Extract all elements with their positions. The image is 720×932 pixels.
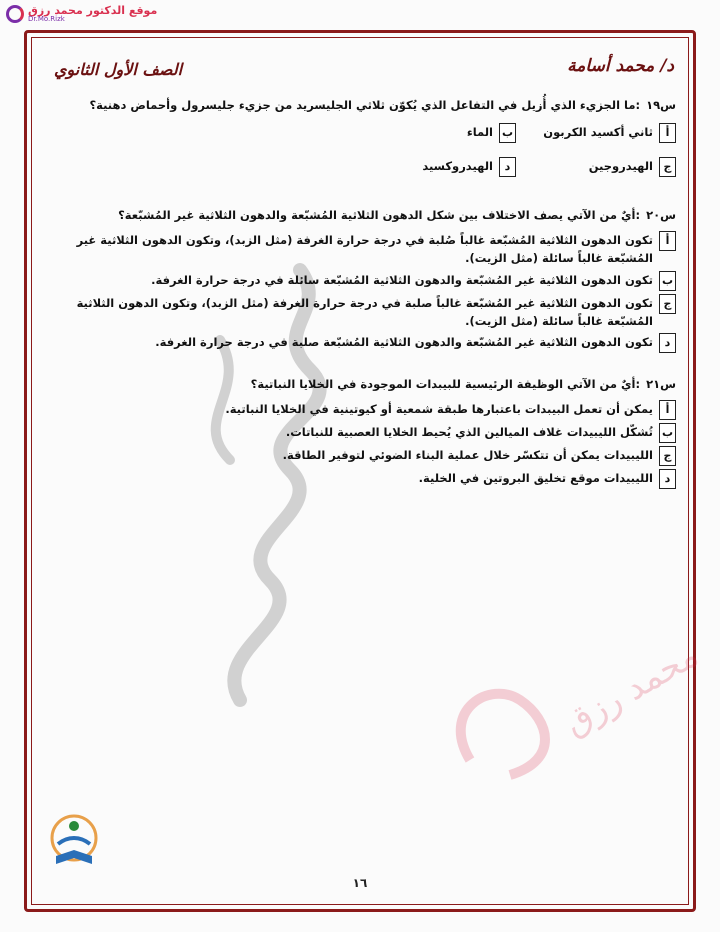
question-number: س٢١ — [646, 377, 676, 392]
option-c[interactable] — [40, 446, 676, 466]
question-text: :أيٌ من الآتي يصف الاختلاف بين شكل الدهون الثلاثية المُشبّعة والدهون الثلاثية غير المُشبّعة؟ — [118, 208, 641, 223]
grade-label: الصف الأول الثانوي — [54, 60, 183, 79]
option-c[interactable] — [40, 294, 676, 331]
option-text: تكون الدهون الثلاثية المُشبّعة غالباً صُلبة في درجة حرارة الغرفة (مثل الزبد)، وتكون الدهون الثلاثية غير المُشبّعة غالباً سائلة (مثل الزيت). — [76, 232, 653, 266]
option-text: ثاني أكسيد الكربون — [543, 125, 653, 140]
question-20 — [40, 206, 676, 353]
option-letter: ب — [659, 271, 676, 291]
option-text: الليبيدات يمكن أن تتكسّر خلال عملية البناء الضوئي لتوفير الطاقة. — [282, 447, 653, 462]
logo-s-icon — [6, 5, 24, 23]
option-b[interactable] — [40, 271, 676, 291]
option-text: الليبيدات موقع تخليق البروتين في الخلية. — [418, 470, 653, 485]
option-d[interactable] — [40, 333, 676, 353]
questions-area — [40, 96, 676, 503]
option-text: تُشكّل الليبيدات غلاف الميالين الذي يُحيط الخلايا العصبية للنباتات. — [285, 424, 653, 439]
question-19 — [40, 96, 676, 180]
option-text: تكون الدهون الثلاثية غير المُشبّعة والدهون الثلاثية المُشبّعة سائلة في درجة حرارة الغرفة. — [151, 272, 653, 287]
question-number: س١٩ — [646, 98, 676, 112]
option-letter: ج — [659, 294, 676, 314]
option-text: تكون الدهون الثلاثية غير المُشبّعة غالباً صلبة في درجة حرارة الغرفة (مثل الزبد)، وتكون الدهون الثلاثية المُشبّعة غالباً سائلة (مثل الزيت). — [76, 295, 653, 328]
option-a[interactable] — [40, 231, 676, 268]
option-text: الهيدروكسيد — [422, 159, 493, 174]
site-watermark — [430, 560, 720, 790]
option-letter: أ — [659, 123, 676, 143]
options-grid — [356, 120, 676, 180]
option-b[interactable] — [40, 423, 676, 443]
option-b[interactable] — [356, 123, 516, 143]
question-number: س٢٠ — [646, 208, 676, 223]
option-text: يمكن أن تعمل البيبدات باعتبارها طبقة شمعية أو كيوتينية في الخلايا النباتية. — [225, 401, 653, 416]
option-letter: أ — [659, 400, 676, 420]
option-letter: ج — [659, 446, 676, 466]
option-letter: ج — [659, 157, 676, 177]
school-logo-icon — [44, 808, 104, 878]
option-a[interactable] — [40, 400, 676, 420]
question-text: :ما الجزيء الذي أُزيل في التفاعل الذي يُكوّن ثلاثي الجليسريد من جزيء جليسرول وأحماض دهنية؟ — [89, 98, 641, 112]
site-logo-subtext: Dr.Mo.Rizk — [28, 15, 65, 23]
option-d[interactable] — [356, 157, 516, 177]
site-logo-text: موقع الدكتور محمد رزق — [28, 4, 158, 17]
site-logo[interactable] — [6, 2, 166, 26]
option-letter: د — [499, 157, 516, 177]
option-letter: ب — [499, 123, 516, 143]
question-21 — [40, 375, 676, 488]
page-number: ١٦ — [352, 876, 368, 890]
option-letter: د — [659, 333, 676, 353]
question-text: :أيٌ من الآتي الوظيفة الرئيسية للبيبدات الموجودة في الخلايا النباتية؟ — [250, 377, 641, 392]
option-letter: د — [659, 469, 676, 489]
author-name: د/ محمد أسامة — [567, 56, 674, 76]
page-header — [40, 56, 680, 96]
option-a[interactable] — [516, 123, 676, 143]
option-letter: أ — [659, 231, 676, 251]
option-d[interactable] — [40, 469, 676, 489]
option-c[interactable] — [516, 157, 676, 177]
option-text: الهيدروجين — [588, 159, 653, 174]
svg-text:محمد رزق: محمد رزق — [557, 635, 706, 744]
option-text: تكون الدهون الثلاثية غير المُشبّعة والدهون الثلاثية المُشبّعة صلبة في درجة حرارة الغرفة. — [155, 335, 653, 350]
option-letter: ب — [659, 423, 676, 443]
option-text: الماء — [466, 125, 493, 140]
